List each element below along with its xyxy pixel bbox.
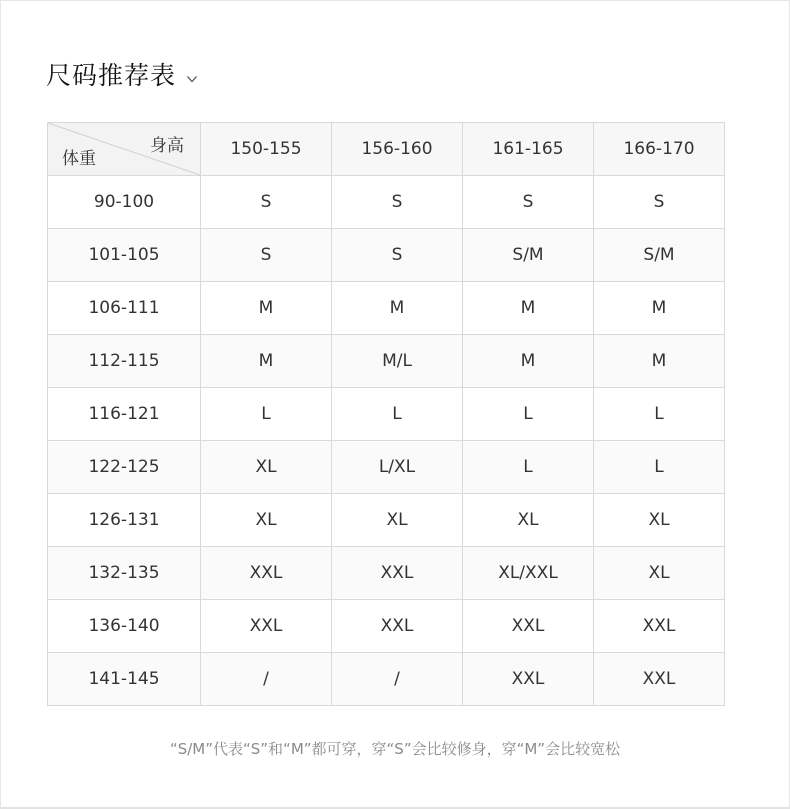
corner-label-weight: 体重 (62, 149, 96, 169)
column-header: 150-155 (201, 123, 332, 176)
table-row (48, 176, 725, 229)
row-header-weight: 112-115 (48, 335, 201, 388)
table-header-row (48, 123, 725, 176)
size-cell: L (332, 388, 463, 441)
corner-label-height: 身高 (150, 136, 184, 156)
column-header: 166-170 (594, 123, 725, 176)
size-table (47, 122, 725, 706)
size-cell: XXL (463, 600, 594, 653)
size-cell: L (463, 441, 594, 494)
size-cell: S (201, 176, 332, 229)
size-cell: L (463, 388, 594, 441)
size-cell: M (201, 282, 332, 335)
table-corner-cell (48, 123, 201, 176)
size-cell: S (332, 229, 463, 282)
row-header-weight: 126-131 (48, 494, 201, 547)
size-cell: XXL (332, 547, 463, 600)
size-cell: S/M (594, 229, 725, 282)
table-row (48, 600, 725, 653)
chevron-down-icon[interactable] (186, 70, 198, 82)
table-row (48, 335, 725, 388)
size-cell: L (594, 441, 725, 494)
size-cell: L (201, 388, 332, 441)
row-header-weight: 136-140 (48, 600, 201, 653)
size-cell: XL (332, 494, 463, 547)
row-header-weight: 106-111 (48, 282, 201, 335)
size-cell: XL (201, 494, 332, 547)
table-row (48, 494, 725, 547)
size-cell: S/M (463, 229, 594, 282)
size-cell: XXL (201, 547, 332, 600)
size-cell: M (594, 335, 725, 388)
row-header-weight: 101-105 (48, 229, 201, 282)
table-row (48, 441, 725, 494)
size-cell: S (332, 176, 463, 229)
row-header-weight: 132-135 (48, 547, 201, 600)
size-cell: XXL (463, 653, 594, 706)
row-header-weight: 116-121 (48, 388, 201, 441)
size-cell: / (201, 653, 332, 706)
size-cell: L (594, 388, 725, 441)
table-row (48, 282, 725, 335)
size-cell: XL/XXL (463, 547, 594, 600)
column-header: 156-160 (332, 123, 463, 176)
column-header: 161-165 (463, 123, 594, 176)
size-cell: XXL (332, 600, 463, 653)
size-cell: XL (201, 441, 332, 494)
size-cell: XXL (594, 653, 725, 706)
size-cell: M (463, 335, 594, 388)
size-cell: / (332, 653, 463, 706)
size-cell: M (201, 335, 332, 388)
table-row (48, 653, 725, 706)
table-row (48, 388, 725, 441)
row-header-weight: 141-145 (48, 653, 201, 706)
size-cell: M (463, 282, 594, 335)
page-title: 尺码推荐表 (46, 61, 177, 90)
row-header-weight: 122-125 (48, 441, 201, 494)
size-cell: XXL (201, 600, 332, 653)
size-cell: M (332, 282, 463, 335)
size-cell: XL (594, 547, 725, 600)
table-row (48, 547, 725, 600)
size-note: “S/M”代表“S”和“M”都可穿，穿“S”会比较修身，穿“M”会比较宽松 (169, 740, 621, 758)
size-cell: XL (594, 494, 725, 547)
row-header-weight: 90-100 (48, 176, 201, 229)
size-cell: M (594, 282, 725, 335)
size-cell: XL (463, 494, 594, 547)
size-cell: L/XL (332, 441, 463, 494)
size-cell: S (594, 176, 725, 229)
title-row[interactable] (46, 56, 198, 92)
size-cell: XXL (594, 600, 725, 653)
size-cell: M/L (332, 335, 463, 388)
table-row (48, 229, 725, 282)
size-cell: S (463, 176, 594, 229)
size-cell: S (201, 229, 332, 282)
